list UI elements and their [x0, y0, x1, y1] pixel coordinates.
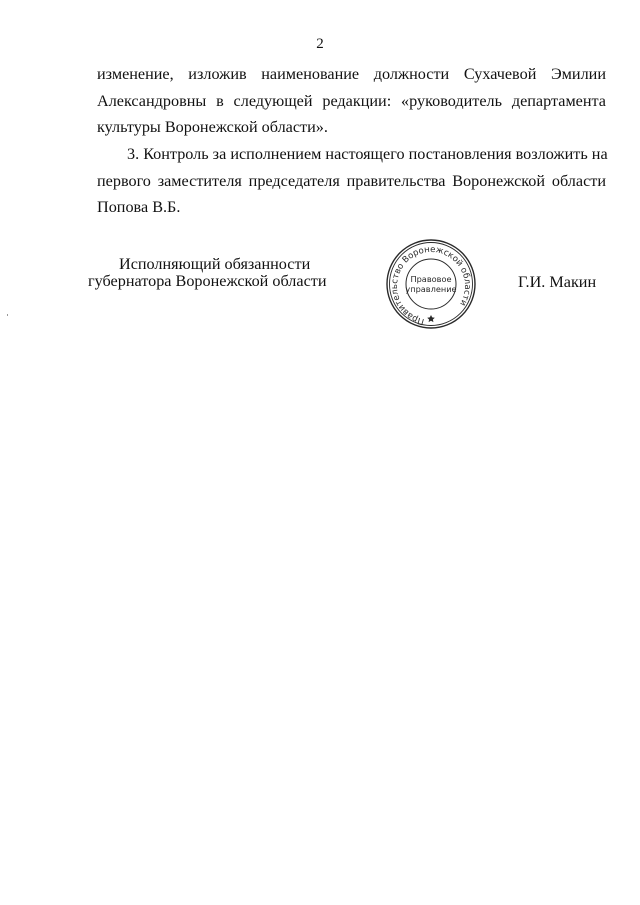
paragraph-amendment [97, 61, 606, 141]
text-line: Попова В.Б. [97, 198, 181, 216]
stamp-center-line: Правовое [410, 274, 452, 284]
text-line: изменение, изложив наименование должности Сухачевой Эмилии [97, 65, 606, 83]
paragraph-control-clause [97, 141, 606, 221]
scan-artifact [7, 314, 8, 316]
text-line: культуры Воронежской области». [97, 118, 328, 136]
text-line: Александровны в следующей редакции: «руководитель департамента [97, 91, 606, 110]
stamp-center-line: управление [405, 284, 457, 294]
text-line: 3. Контроль за исполнением настоящего постановления возложить на [127, 145, 608, 163]
stamp-ring-text: Правительство Воронежской области [389, 244, 473, 327]
signer-position [88, 256, 327, 290]
signer-position-line: Исполняющий обязанности [119, 255, 311, 273]
signer-position-line: губернатора Воронежской области [88, 272, 327, 290]
text-line: первого заместителя председателя правительства Воронежской области [97, 171, 606, 190]
stamp-star-icon [427, 315, 435, 322]
signer-name: Г.И. Макин [518, 273, 597, 291]
page-number: 2 [316, 36, 324, 52]
official-stamp [383, 238, 479, 330]
